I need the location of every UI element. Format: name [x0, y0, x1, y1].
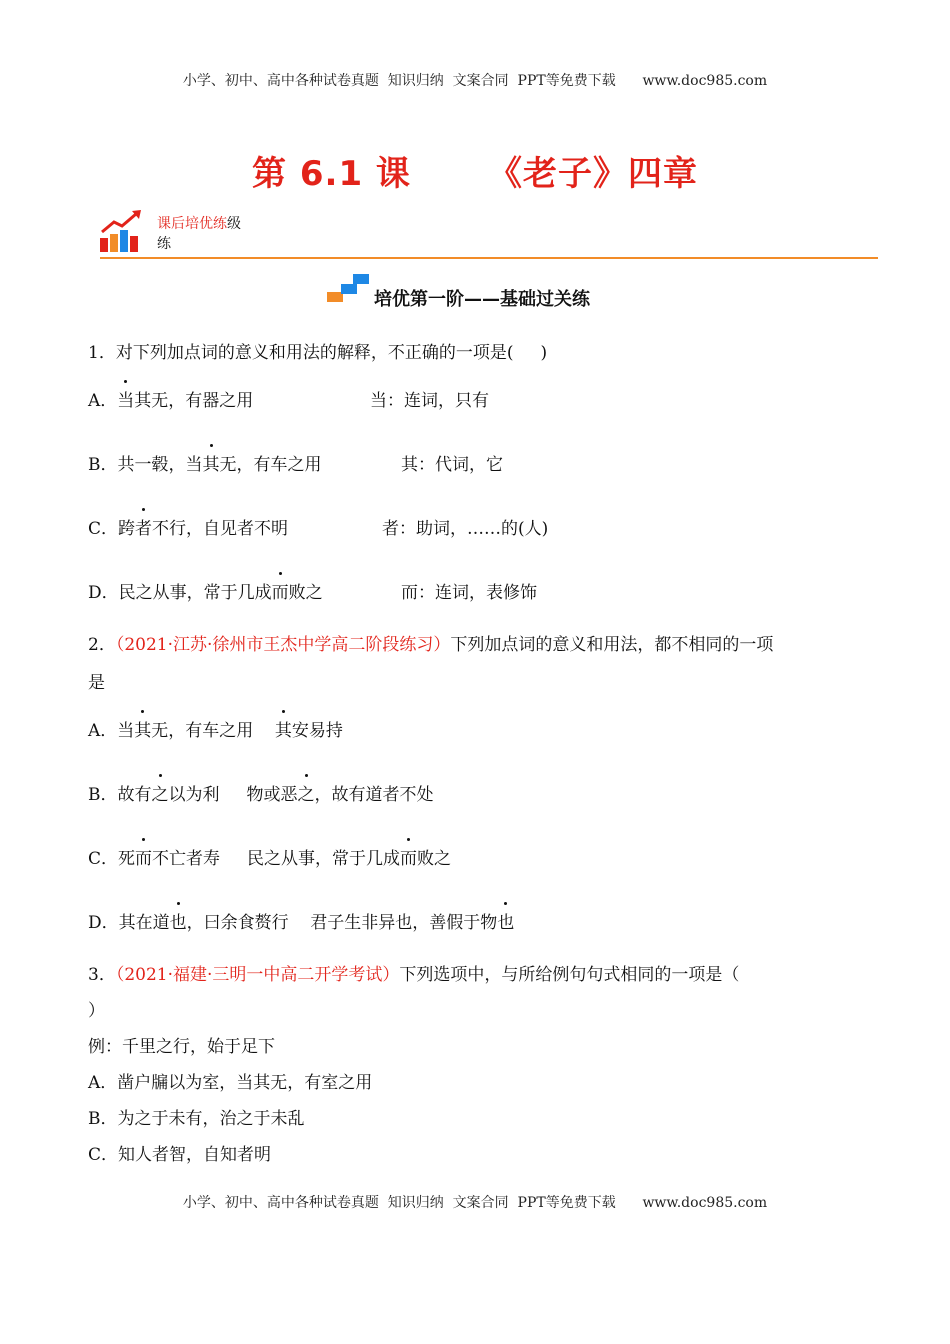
q3-example: 例：千里之行，始于足下: [88, 1037, 275, 1057]
brand-black1: 级: [227, 216, 241, 232]
q1-option-a: A．当其无，有器之用 当：连词，只有: [88, 386, 253, 411]
page-header: 小学、初中、高中各种试卷真题 知识归纳 文案合同 PPT等免费下载 www.doc985.com: [182, 73, 768, 89]
q2-stem: 2．（2021·江苏·徐州市王杰中学高二阶段练习）下列加点词的意义和用法，都不相同的一项: [88, 635, 774, 655]
page-footer: 小学、初中、高中各种试卷真题 知识归纳 文案合同 PPT等免费下载 www.doc985.com: [182, 1195, 768, 1211]
q3-stem-cont: ）: [88, 1001, 105, 1021]
header-rule: [100, 257, 878, 259]
q1-option-d: D．民之从事，常于几成而败之 而：连词，表修饰: [88, 578, 323, 603]
q2-stem-cont: 是: [88, 673, 105, 693]
q2-option-a: A．当其无，有车之用 其安易持: [88, 716, 343, 741]
q3-option-c: C．知人者智，自知者明: [88, 1145, 272, 1165]
q1-option-c: C．跨者不行，自见者不明 者：助词，……的(人): [88, 514, 288, 539]
chart-growth-icon: [98, 208, 144, 254]
q3-stem: 3．（2021·福建·三明一中高二开学考试）下列选项中，与所给例句句式相同的一项是（: [88, 965, 740, 985]
q1-option-b: B．共一毂，当其无，有车之用 其：代词，它: [88, 450, 322, 475]
section-title: 培优第一阶——基础过关练: [374, 289, 590, 310]
brand-black2: 练: [157, 236, 171, 252]
q2-option-d: D．其在道也，曰余食赘行 君子生非异也，善假于物也: [88, 908, 514, 933]
q2-option-c: C．死而不亡者寿 民之从事，常于几成而败之: [88, 844, 451, 869]
brand-label: [157, 214, 241, 254]
q3-option-b: B．为之于未有，治之于未乱: [88, 1109, 305, 1129]
q1-stem: 1．对下列加点词的意义和用法的解释，不正确的一项是( ): [88, 343, 548, 363]
page-title: 第 6.1 课 《老子》四章: [252, 154, 698, 194]
q2-option-b: B．故有之以为利 物或恶之，故有道者不处: [88, 780, 434, 805]
brand-red: 课后培优练: [157, 216, 227, 232]
q3-option-a: A．凿户牖以为室，当其无，有室之用: [88, 1073, 373, 1093]
steps-icon: [327, 274, 371, 304]
